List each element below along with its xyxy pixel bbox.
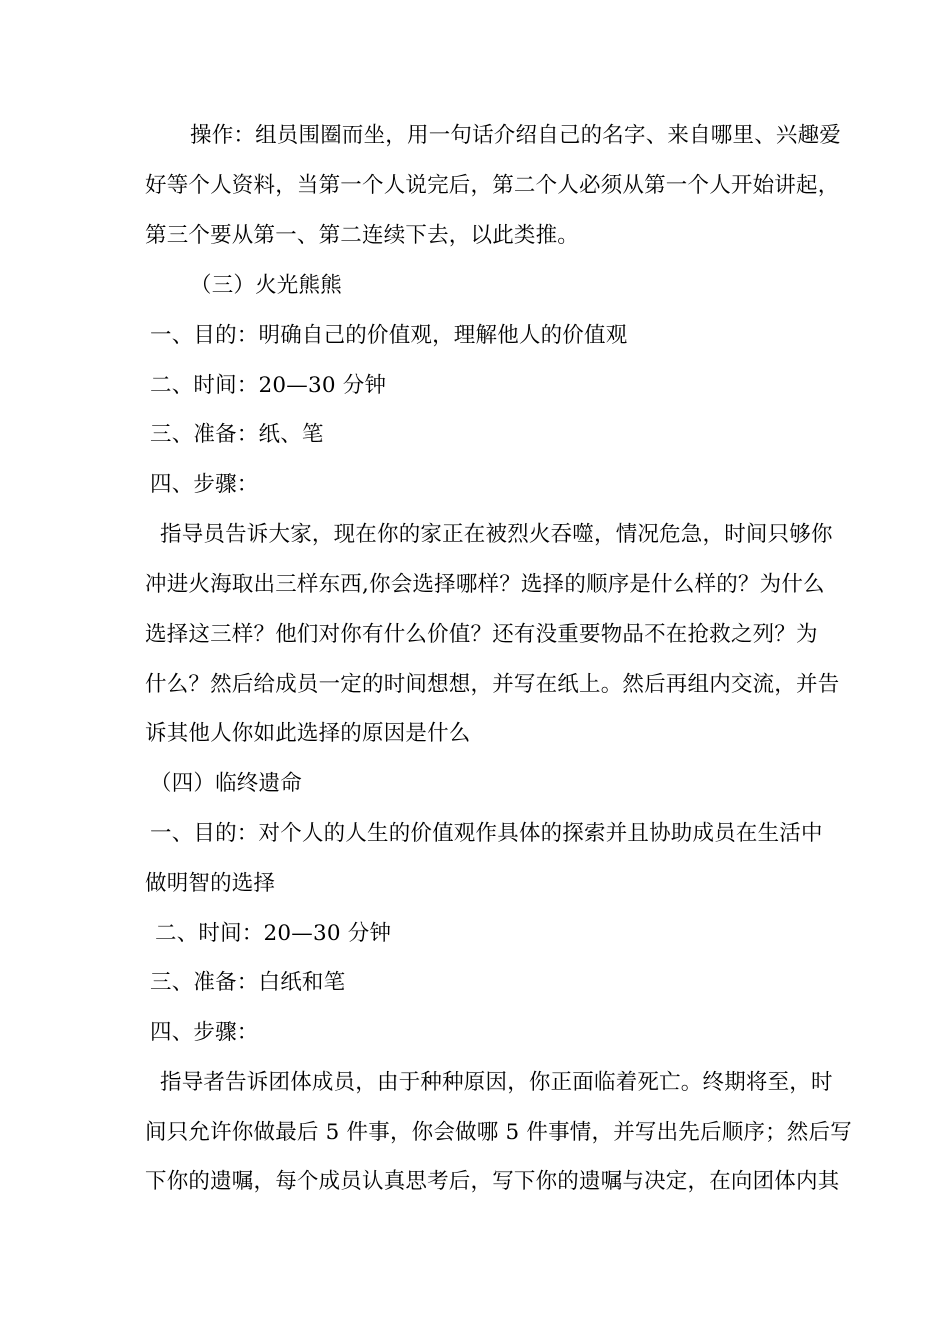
body-text-line: 下你的遗嘱，每个成员认真思考后，写下你的遗嘱与决定，在向团体内其 (145, 1169, 840, 1194)
body-text-line: 诉其他人你如此选择的原因是什么 (145, 721, 471, 746)
body-text-line: 间只允许你做最后 5 件事，你会做哪 5 件事情，并写出先后顺序；然后写 (145, 1120, 852, 1145)
body-text-line: 指导者告诉团体成员，由于种种原因，你正面临着死亡。终期将至，时 (160, 1070, 833, 1095)
body-text-line: 选择这三样？他们对你有什么价值？还有没重要物品不在抢救之列？为 (145, 622, 818, 647)
list-item-purpose-continued: 做明智的选择 (145, 871, 276, 896)
list-item-purpose: 一、目的：对个人的人生的价值观作具体的探索并且协助成员在生活中 (150, 821, 823, 846)
list-item-time: 二、时间：20—30 分钟 (155, 921, 392, 946)
body-text-line: 操作：组员围圈而坐，用一句话介绍自己的名字、来自哪里、兴趣爱 (190, 123, 842, 148)
section-heading: （四）临终遗命 (150, 771, 302, 796)
list-item-steps: 四、步骤： (150, 472, 259, 497)
list-item-steps: 四、步骤： (150, 1020, 259, 1045)
body-text-line: 好等个人资料，当第一个人说完后，第二个人必须从第一个人开始讲起， (145, 173, 840, 198)
body-text-line: 冲进火海取出三样东西,你会选择哪样？选择的顺序是什么样的？为什么 (145, 572, 825, 597)
body-text-line: 什么？然后给成员一定的时间想想，并写在纸上。然后再组内交流，并告 (145, 672, 840, 697)
body-text-line: 第三个要从第一、第二连续下去，以此类推。 (145, 223, 580, 248)
list-item-preparation: 三、准备：白纸和笔 (150, 970, 346, 995)
list-item-purpose: 一、目的：明确自己的价值观，理解他人的价值观 (150, 323, 628, 348)
body-text-line: 指导员告诉大家，现在你的家正在被烈火吞噬，情况危急，时间只够你 (160, 522, 833, 547)
list-item-preparation: 三、准备：纸、笔 (150, 422, 324, 447)
section-heading: （三）火光熊熊 (190, 273, 342, 298)
list-item-time: 二、时间：20—30 分钟 (150, 373, 387, 398)
